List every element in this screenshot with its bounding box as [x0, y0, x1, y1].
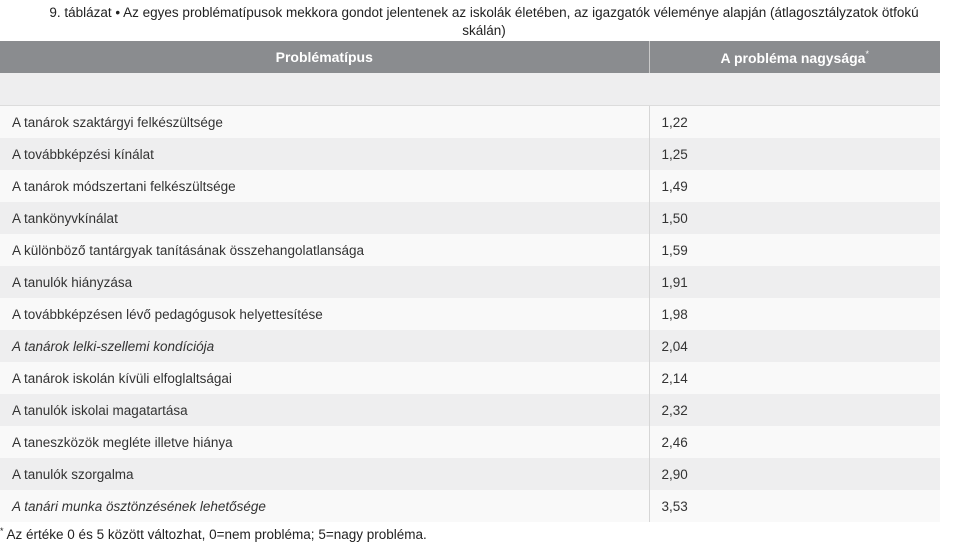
- table-row: [0, 394, 940, 426]
- table-row: [0, 426, 940, 458]
- problem-label: A tankönyvkínálat: [0, 202, 649, 234]
- header-problem-size-label: A probléma nagysága: [720, 49, 866, 66]
- header-footnote-mark: *: [865, 48, 869, 59]
- problem-value: 2,14: [649, 362, 940, 394]
- table-row: [0, 298, 940, 330]
- table-row: [0, 330, 940, 362]
- problem-value: 1,22: [649, 106, 940, 139]
- problem-label: A tanári munka ösztönzésének lehetősége: [0, 490, 649, 522]
- problem-label: A taneszközök megléte illetve hiánya: [0, 426, 649, 458]
- header-problem-type: Problématípus: [0, 41, 649, 73]
- problem-label: A különböző tantárgyak tanításának összehangolatlansága: [0, 234, 649, 266]
- problem-value: 1,59: [649, 234, 940, 266]
- table-row: [0, 170, 940, 202]
- problem-label: A tanulók hiányzása: [0, 266, 649, 298]
- problem-value: 3,53: [649, 490, 940, 522]
- table-header-row: [0, 41, 940, 73]
- spacer-cell: [0, 73, 649, 106]
- table-row: [0, 362, 940, 394]
- spacer-cell: [649, 73, 940, 106]
- table-row: [0, 202, 940, 234]
- problem-label: A továbbképzésen lévő pedagógusok helyettesítése: [0, 298, 649, 330]
- table-row: [0, 490, 940, 522]
- table-spacer-row: [0, 73, 940, 106]
- problem-value: 1,50: [649, 202, 940, 234]
- table-caption: [0, 4, 968, 40]
- problem-table: [0, 41, 940, 522]
- problem-value: 1,49: [649, 170, 940, 202]
- problem-value: 2,04: [649, 330, 940, 362]
- caption-line-1: 9. táblázat • Az egyes problématípusok mekkora gondot jelentenek az iskolák életében, az igazgatók véleménye alapján (átlagosztályzatok ötfokú: [49, 5, 919, 20]
- header-problem-size: [649, 41, 940, 73]
- problem-value: 2,32: [649, 394, 940, 426]
- footnote-text: Az értéke 0 és 5 között változhat, 0=nem probléma; 5=nagy probléma.: [3, 527, 427, 542]
- table-row: [0, 266, 940, 298]
- problem-value: 2,90: [649, 458, 940, 490]
- footnote: [0, 522, 427, 544]
- caption-line-2: skálán): [462, 23, 506, 38]
- problem-label: A tanárok szaktárgyi felkészültsége: [0, 106, 649, 139]
- problem-value: 1,98: [649, 298, 940, 330]
- problem-value: 2,46: [649, 426, 940, 458]
- problem-label: A tanulók iskolai magatartása: [0, 394, 649, 426]
- table-row: [0, 138, 940, 170]
- table-row: [0, 106, 940, 139]
- problem-label: A tanárok módszertani felkészültsége: [0, 170, 649, 202]
- table-row: [0, 458, 940, 490]
- problem-label: A tanárok lelki-szellemi kondíciója: [0, 330, 649, 362]
- problem-label: A továbbképzési kínálat: [0, 138, 649, 170]
- problem-value: 1,25: [649, 138, 940, 170]
- problem-label: A tanulók szorgalma: [0, 458, 649, 490]
- problem-label: A tanárok iskolán kívüli elfoglaltságai: [0, 362, 649, 394]
- footnote-mark: *: [0, 526, 4, 536]
- table-row: [0, 234, 940, 266]
- problem-value: 1,91: [649, 266, 940, 298]
